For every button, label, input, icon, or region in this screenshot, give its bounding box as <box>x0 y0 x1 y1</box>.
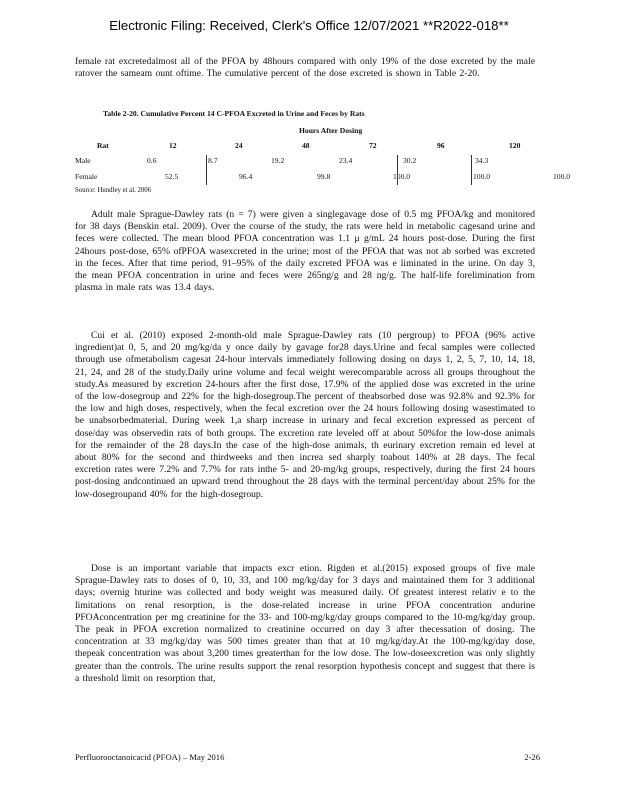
col-header-12: 12 <box>169 141 177 150</box>
footer-document-title: Perfluorooctanoicacid (PFOA) – May 2016 <box>75 752 225 762</box>
table-subheader: Hours After Dosing <box>299 126 363 135</box>
table-cell: Male <box>75 156 91 165</box>
filing-header: Electronic Filing: Received, Clerk's Office 12/07/2021 **R2022-018** <box>109 18 509 33</box>
table-cell: 100.0 <box>473 172 491 181</box>
col-header-96: 96 <box>437 141 445 150</box>
table-cell: 34.3 <box>475 156 489 165</box>
table-row-male <box>75 156 595 168</box>
table-cell: 23.4 <box>339 156 353 165</box>
table-cell: 52.5 <box>165 172 179 181</box>
table-cell: 100.0 <box>553 172 571 181</box>
table-source: Source: Hundley et al. 2006 <box>75 187 152 194</box>
table-cell: 30.2 <box>403 156 417 165</box>
col-header-rat: Rat <box>97 141 109 150</box>
table-caption: Table 2-20. Cumulative Percent 14 C-PFOA Excreted in Urine and Feces by Rats <box>103 109 365 118</box>
table-cell: 19.2 <box>271 156 285 165</box>
footer-page-number: 2-26 <box>524 752 540 762</box>
table-cell: 8.7 <box>208 156 218 165</box>
table-cell: 99.8 <box>317 172 331 181</box>
table-row-female <box>75 172 595 184</box>
paragraph-cui: Cui et al. (2010) exposed 2-month-old male Sprague-Dawley rats (10 pergroup) to PFOA (96% active ingredient)at 0, 5, and 20 mg/kg/da y once daily by gavage for28 days.Urine and fecal samples were collected through use ofmetabolism cagesat 24-hour intervals immediately following dosing on days 1, 2, 5, 7, 10, 14, 18, 21, 24, and 28 of the study.Daily urine volume and fecal weight werecomparable across all groups throughout the study.As measured by excretion 24-hours after the first dose, 17.9% of the applied dose was excreted in the urine of the low-dosegroup and 22% for the high-dosegroup.The percent of theabsorbed dose was 92.8% and 92.3% for the low and high doses, respectively, when the fecal excretion over the 24 hours following dosing wasestimated to be unabsorbedmaterial. During week 1,a sharp increase in urinary and fecal excretion expressed as percent of dose/day was observedin rats of both groups. The excretion rate leveled off at about 50%for the low-dose animals for the remainder of the 28 days.In the case of the high-dose animals, th eurinary excretion remain ed level at about 80% for the second and thirdweeks and then increa sed sharply toabout 140% at 28 days. The fecal excretion rates were 7.2% and 7.7% for rats inthe 5- and 20-mg/kg groups, respectively, during the first 24 hours post-dosing andcontinued an upward trend throughout the 28 days with the terminal percent/day about 25% for the low-dosegroupand 40% for the high-dosegroup. <box>75 330 535 500</box>
table-divider <box>397 155 398 185</box>
paragraph-rigden: Dose is an important variable that impacts excr etion. Rigden et al.(2015) exposed groups of five male Sprague-Dawley rats to doses of 0, 10, 33, and 100 mg/kg/day for 3 days and maintained them for 3 additional days; overnig hturine was collected and body weight was measured daily. Of greatest interest relativ e to the limitations on renal resorption, is the dose-related increase in urine PFOA concentration andurine PFOAconcentration per mg creatinine for the 33- and 100-mg/kg/day groups compared to the 10-mg/kg/day group. The peak in PFOA excretion normalized to creatinine occurred on day 3 after thecessation of dosing. The concentration at 33 mg/kg/day was 500 times greater than that at 10 mg/kg/day.At the 100-mg/kg/day dose, thepeak concentration was about 3,200 times greaterthan for the low dose. The low-doseexcretion was only slightly greater than the controls. The urine results support the renal resorption hypothesis concept and suggest that there is a threshold limit on resorption that, <box>75 563 535 684</box>
col-header-48: 48 <box>302 141 310 150</box>
col-header-120: 120 <box>509 141 521 150</box>
table-cell: 0.6 <box>147 156 157 165</box>
table-divider <box>471 155 472 185</box>
paragraph-intro: female rat excretedalmost all of the PFOA by 48hours compared with only 19% of the dose excreted by the male ratover the sameam ount oftime. The cumulative percent of the dose excreted is shown in Table 2-20. <box>75 56 535 80</box>
table-header-row <box>75 141 595 153</box>
table-cell: Female <box>75 172 98 181</box>
col-header-24: 24 <box>235 141 243 150</box>
table-cell: 96.4 <box>239 172 253 181</box>
table-divider <box>206 155 207 185</box>
table-cell: 100.0 <box>393 172 411 181</box>
paragraph-benskin: Adult male Sprague-Dawley rats (n = 7) were given a singlegavage dose of 0.5 mg PFOA/kg and monitored for 38 days (Benskin etal. 2009). Over the course of the study, the rats were held in metabolic cagesand urine and feces were collected. The mean blood PFOA concentration was 1.1 μ g/mL 24 hours post-dose. During the first 24hours post-dose, 65% ofPFOA wasexcreted in the urine; most of the PFOA that was not ab sorbed was excreted in the feces. After that time period, 91–95% of the daily excreted PFOA was e liminated in the urine. On day 3, the mean PFOA concentration in urine and feces were 265ng/g and 28 ng/g. The half-life forelimination from plasma in male rats was 13.4 days. <box>75 209 535 294</box>
col-header-72: 72 <box>369 141 377 150</box>
